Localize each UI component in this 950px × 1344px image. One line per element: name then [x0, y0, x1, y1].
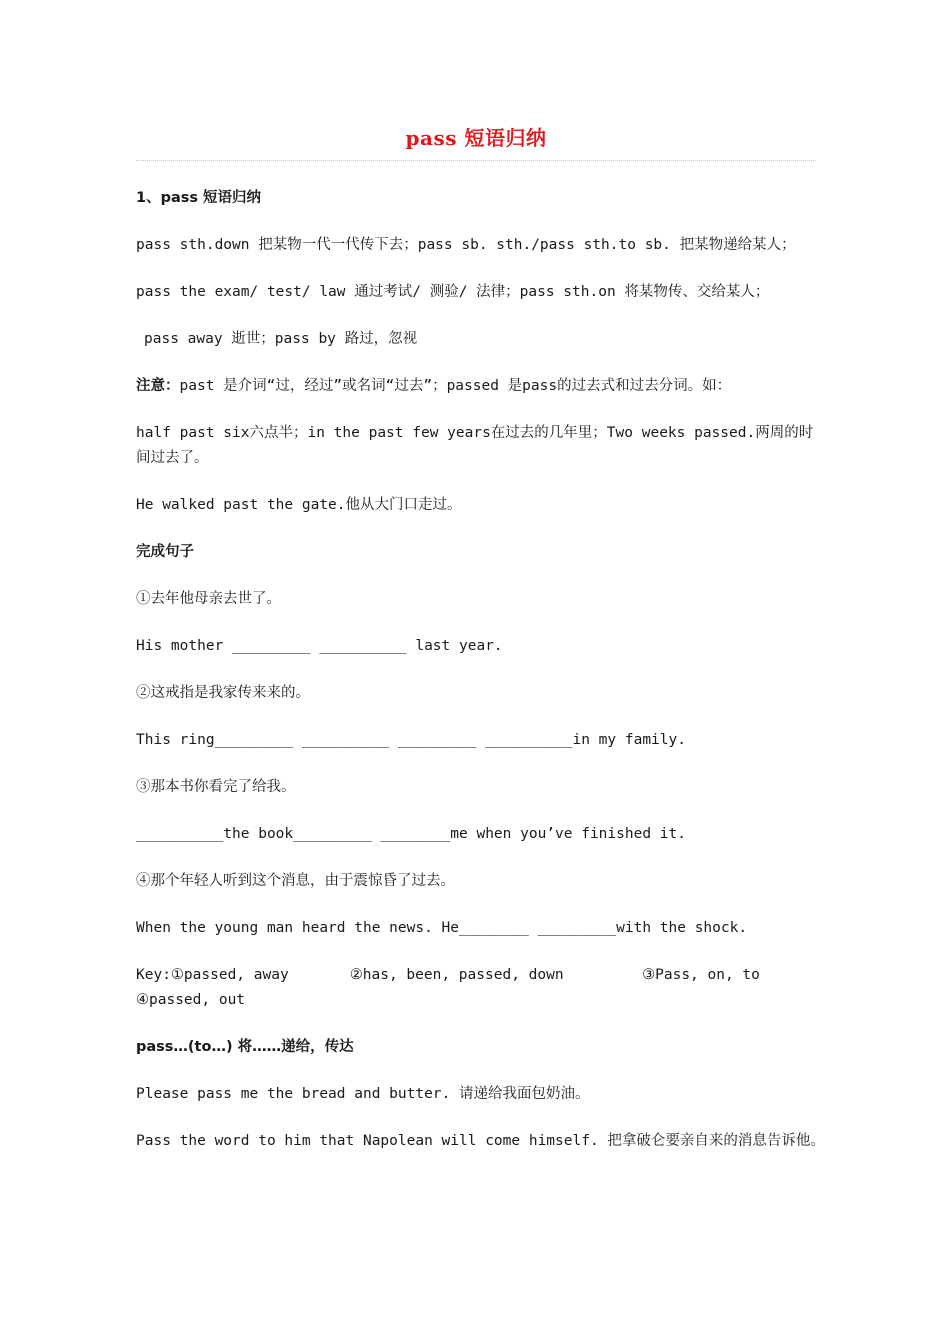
section1-heading: 1、pass 短语归纳	[136, 190, 262, 206]
phrase-line-3: pass away 逝世；pass by 路过，忽视	[144, 331, 418, 347]
section2-heading: pass…(to…) 将……递给，传达	[136, 1039, 354, 1055]
exercise-heading: 完成句子	[136, 544, 194, 560]
phrase-line-1: pass sth.down 把某物一代一代传下去；pass sb. sth./pass sth.to sb. 把某物递给某人；	[136, 237, 796, 253]
answer-key-line-1: Key:①passed, away ②has, been, passed, down ③Pass, on, to	[136, 967, 760, 983]
document-body	[136, 186, 826, 1176]
answer-key-line-2: ④passed, out	[136, 992, 246, 1008]
note-text: past 是介词“过，经过”或名词“过去”；passed 是pass的过去式和过去分词。如：	[179, 378, 732, 394]
question-2-english: This ring_________ __________ _________ __________in my family.	[136, 732, 686, 748]
question-3-english: __________the book_________ ________me when you’ve finished it.	[136, 826, 686, 842]
question-4-chinese: ④那个年轻人听到这个消息，由于震惊昏了过去。	[136, 873, 455, 889]
note-label: 注意：	[136, 378, 180, 394]
note-paragraph	[136, 374, 826, 399]
answer-key	[136, 963, 826, 1013]
question-4-english: When the young man heard the news. He________ _________with the shock.	[136, 920, 748, 936]
example-1: half past six六点半；in the past few years在过去的几年里；Two weeks passed.两周的时间过去了。	[136, 425, 814, 466]
phrase-line-2: pass the exam/ test/ law 通过考试/ 测验/ 法律；pass sth.on 将某物传、交给某人；	[136, 284, 770, 300]
question-3-chinese: ③那本书你看完了给我。	[136, 779, 296, 795]
question-1-english: His mother _________ __________ last year.	[136, 638, 503, 654]
question-2-chinese: ②这戒指是我家传来来的。	[136, 685, 310, 701]
title-divider	[136, 160, 816, 161]
section2-example-1: Please pass me the bread and butter. 请递给我面包奶油。	[136, 1086, 590, 1102]
example-2: He walked past the gate.他从大门口走过。	[136, 497, 462, 513]
section2-example-2: Pass the word to him that Napolean will come himself. 把拿破仑要亲自来的消息告诉他。	[136, 1133, 825, 1149]
document-title: pass 短语归纳	[405, 126, 547, 150]
question-1-chinese: ①去年他母亲去世了。	[136, 591, 281, 607]
